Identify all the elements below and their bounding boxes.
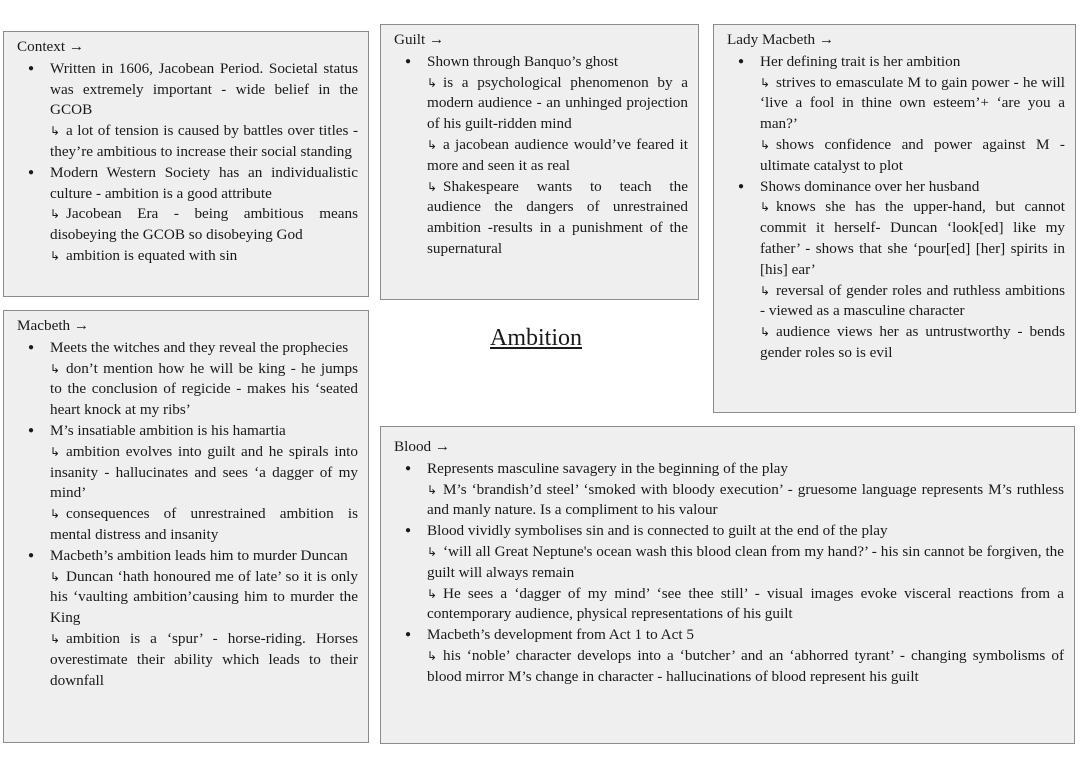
list-item (17, 338, 358, 421)
turn-arrow-icon: ↳ (760, 75, 771, 90)
bullet-text: ● Meets the witches and they reveal the prophecies (50, 338, 349, 356)
blood-box (380, 426, 1075, 744)
turn-arrow-icon: ↳ (427, 482, 438, 497)
turn-arrow-icon: ↳ (50, 631, 61, 646)
bullet-text: ● Represents masculine savagery in the beginning of the play (427, 459, 789, 477)
sub-point: ↳ don’t mention how he will be king - he jumps to the conclusion of regicide - makes his ‘seated heart knock at my ribs’ (50, 359, 358, 419)
list-item (17, 163, 358, 267)
lady-macbeth-title: Lady Macbeth → (727, 31, 835, 48)
turn-arrow-icon: ↳ (760, 325, 771, 340)
turn-arrow-icon: ↳ (760, 283, 771, 298)
lady-macbeth-list (727, 52, 1065, 364)
list-item (394, 521, 1064, 625)
guilt-title: Guilt → (394, 31, 445, 48)
bullet-text: ● Macbeth’s ambition leads him to murder Duncan (50, 546, 348, 564)
macbeth-title: Macbeth → (17, 317, 90, 334)
turn-arrow-icon: ↳ (427, 137, 438, 152)
bullet-text: ● Blood vividly symbolises sin and is connected to guilt at the end of the play (427, 522, 888, 540)
blood-title: Blood → (394, 438, 451, 455)
sub-point: ↳ Jacobean Era - being ambitious means disobeying the GCOB so disobeying God (50, 205, 358, 244)
turn-arrow-icon: ↳ (427, 586, 438, 601)
turn-arrow-icon: ↳ (50, 507, 61, 522)
sub-point: ↳ Shakespeare wants to teach the audience the dangers of unrestrained ambition -results in a punishment of the supernatural (427, 177, 688, 257)
sub-point: ↳ ambition is equated with sin (50, 246, 358, 267)
guilt-list (394, 52, 688, 260)
turn-arrow-icon: ↳ (427, 544, 438, 559)
bullet-text: ● Shows dominance over her husband (760, 177, 980, 195)
sub-point: ↳ is a psychological phenomenon by a modern audience - an unhinged projection of his guilt-ridden mind (427, 73, 688, 133)
bullet-text: ● Written in 1606, Jacobean Period. Societal status was extremely important - wide belief in the GCOB (50, 59, 358, 119)
list-item (17, 546, 358, 692)
page-title: Ambition (490, 325, 583, 351)
bullet-text: ● Macbeth’s development from Act 1 to Act 5 (427, 626, 694, 644)
bullet-text: ● Modern Western Society has an individualistic culture - ambition is a good attribute (50, 163, 358, 202)
sub-point: ↳ ‘will all Great Neptune's ocean wash this blood clean from my hand?’ - his sin cannot be forgiven, the guilt will always remain (427, 542, 1064, 581)
turn-arrow-icon: ↳ (50, 124, 61, 139)
sub-point: ↳ He sees a ‘dagger of my mind’ ‘see thee still’ - visual images evoke visceral reactions from a contemporary audience, physical representations of his guilt (427, 584, 1064, 623)
sub-point: ↳ reversal of gender roles and ruthless ambitions - viewed as a masculine character (760, 281, 1065, 320)
sub-point: ↳ ambition is a ‘spur’ - horse-riding. Horses overestimate their ability which leads to their downfall (50, 629, 358, 689)
sub-point: ↳ Duncan ‘hath honoured me of late’ so it is only his ‘vaulting ambition’causing him to murder the King (50, 567, 358, 627)
turn-arrow-icon: ↳ (50, 361, 61, 376)
macbeth-list (17, 338, 358, 692)
bullet-text: ● Shown through Banquo’s ghost (427, 52, 619, 70)
turn-arrow-icon: ↳ (50, 444, 61, 459)
turn-arrow-icon: ↳ (50, 207, 61, 222)
list-item (394, 52, 688, 260)
context-list (17, 59, 358, 267)
list-item (394, 625, 1064, 687)
turn-arrow-icon: ↳ (50, 569, 61, 584)
sub-point: ↳ a lot of tension is caused by battles over titles - they’re ambitious to increase their social standing (50, 122, 358, 160)
list-item (394, 459, 1064, 521)
turn-arrow-icon: ↳ (760, 200, 771, 215)
context-title: Context → (17, 38, 85, 55)
lady-macbeth-box (713, 24, 1076, 413)
context-box (3, 31, 369, 297)
bullet-text: ● M’s insatiable ambition is his hamartia (50, 421, 286, 439)
sub-point: ↳ his ‘noble’ character develops into a ‘butcher’ and an ‘abhorred tyrant’ - changing symbolisms of blood mirror M’s change in character - hallucinations of blood represent his guilt (427, 646, 1064, 685)
list-item (727, 177, 1065, 364)
sub-point: ↳ knows she has the upper-hand, but cannot commit it herself- Duncan ‘look[ed] like my father’ - shows that she ‘pour[ed] [her] spirits in [his] ear’ (760, 198, 1065, 278)
macbeth-box (3, 310, 369, 743)
turn-arrow-icon: ↳ (427, 179, 438, 194)
sub-point: ↳ audience views her as untrustworthy - bends gender roles so is evil (760, 323, 1065, 361)
sub-point: ↳ ambition evolves into guilt and he spirals into insanity - hallucinates and sees ‘a dagger of my mind’ (50, 442, 358, 502)
list-item (17, 421, 358, 546)
sub-point: ↳ strives to emasculate M to gain power - he will ‘live a fool in thine own esteem’+ ‘are you a man?’ (760, 73, 1065, 133)
turn-arrow-icon: ↳ (427, 75, 438, 90)
bullet-text: ● Her defining trait is her ambition (760, 52, 961, 70)
guilt-box (380, 24, 699, 300)
turn-arrow-icon: ↳ (50, 248, 61, 263)
sub-point: ↳ shows confidence and power against M - ultimate catalyst to plot (760, 135, 1065, 174)
turn-arrow-icon: ↳ (760, 137, 771, 152)
sub-point: ↳ M’s ‘brandish’d steel’ ‘smoked with bloody execution’ - gruesome language represents M’s ruthless and manly nature. Is a compliment to his valour (427, 480, 1064, 519)
sub-point: ↳ consequences of unrestrained ambition is mental distress and insanity (50, 505, 358, 543)
turn-arrow-icon: ↳ (427, 648, 438, 663)
blood-list (394, 459, 1064, 688)
sub-point: ↳ a jacobean audience would’ve feared it more and seen it as real (427, 135, 688, 174)
list-item (17, 59, 358, 163)
list-item (727, 52, 1065, 177)
